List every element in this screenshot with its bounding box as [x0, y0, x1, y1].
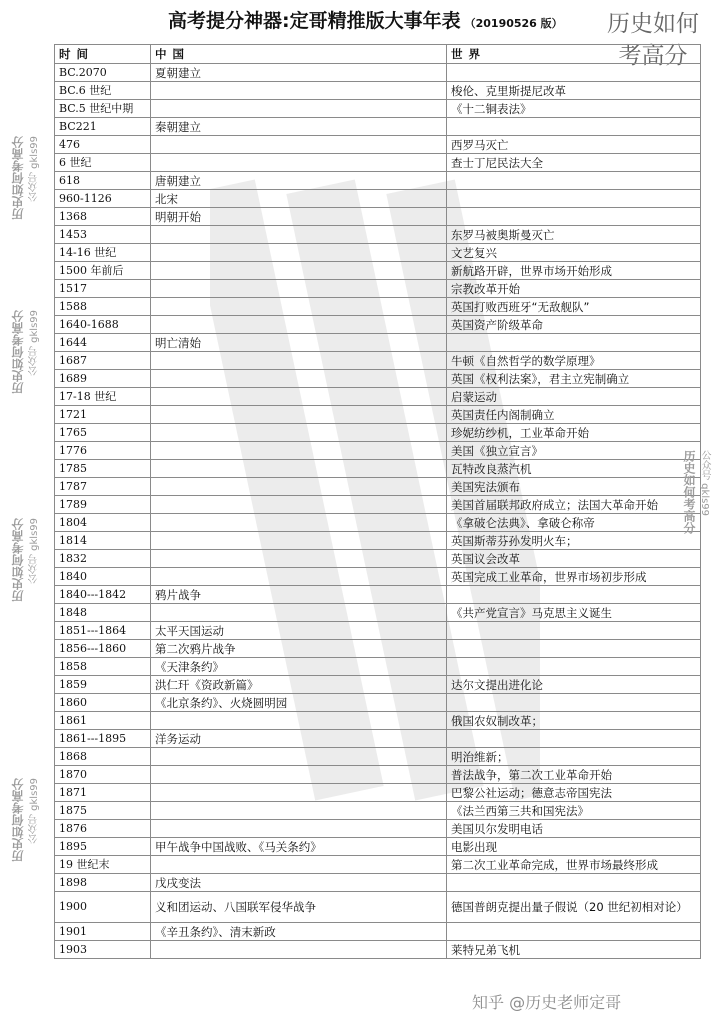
cell-world: 美国贝尔发明电话: [447, 820, 701, 838]
table-row: [55, 154, 701, 172]
cell-time: BC.6 世纪: [55, 82, 151, 100]
page-title-main: 高考提分神器:定哥精推版大事年表: [168, 10, 461, 32]
cell-china: 《北京条约》、火烧圆明园: [151, 694, 447, 712]
cell-china: [151, 388, 447, 406]
side-watermark: [676, 450, 716, 562]
table-row: [55, 766, 701, 784]
table-row: [55, 604, 701, 622]
table-row: [55, 820, 701, 838]
table-row: [55, 622, 701, 640]
cell-time: 1689: [55, 370, 151, 388]
cell-china: [151, 298, 447, 316]
table-row: [55, 748, 701, 766]
cell-china: [151, 712, 447, 730]
cell-time: 1840---1842: [55, 586, 151, 604]
table-row: [55, 208, 701, 226]
cell-world: 珍妮纺纱机，工业革命开始: [447, 424, 701, 442]
cell-china: [151, 442, 447, 460]
table-row: [55, 874, 701, 892]
cell-china: 第二次鸦片战争: [151, 640, 447, 658]
cell-time: 1804: [55, 514, 151, 532]
cell-time: 1900: [55, 892, 151, 923]
cell-china: 夏朝建立: [151, 64, 447, 82]
cell-world: 启蒙运动: [447, 388, 701, 406]
corner-watermark-line2: 考高分: [618, 43, 688, 69]
table-row: [55, 550, 701, 568]
cell-time: 1903: [55, 941, 151, 959]
cell-world: 东罗马被奥斯曼灭亡: [447, 226, 701, 244]
cell-china: [151, 941, 447, 959]
table-row: [55, 64, 701, 82]
footer-watermark: 知乎 @历史老师定哥: [472, 993, 622, 1012]
side-watermark-line1: 历史如何考高分: [682, 450, 696, 534]
cell-world: 达尔文提出进化论: [447, 676, 701, 694]
table-row: [55, 676, 701, 694]
side-watermark: [6, 518, 46, 630]
cell-time: BC.5 世纪中期: [55, 100, 151, 118]
cell-china: [151, 280, 447, 298]
cell-china: [151, 154, 447, 172]
cell-time: 1787: [55, 478, 151, 496]
cell-china: [151, 370, 447, 388]
cell-china: [151, 856, 447, 874]
cell-world: [447, 694, 701, 712]
cell-world: 莱特兄弟飞机: [447, 941, 701, 959]
cell-time: 1898: [55, 874, 151, 892]
cell-china: 太平天国运动: [151, 622, 447, 640]
cell-world: 查士丁尼民法大全: [447, 154, 701, 172]
cell-time: 6 世纪: [55, 154, 151, 172]
cell-world: 电影出现: [447, 838, 701, 856]
cell-china: 北宋: [151, 190, 447, 208]
side-watermark-line1: 历史如何考高分: [11, 310, 25, 394]
cell-time: 14-16 世纪: [55, 244, 151, 262]
header-world: 世 界: [447, 45, 701, 64]
cell-world: [447, 172, 701, 190]
side-watermark: [6, 136, 46, 248]
table-row: [55, 82, 701, 100]
cell-world: 美国首届联邦政府成立；法国大革命开始: [447, 496, 701, 514]
cell-time: 19 世纪末: [55, 856, 151, 874]
header-time: 时 间: [55, 45, 151, 64]
header-china: 中 国: [151, 45, 447, 64]
cell-world: 英国《权利法案》，君主立宪制确立: [447, 370, 701, 388]
table-row: [55, 730, 701, 748]
cell-china: [151, 532, 447, 550]
table-header-row: [55, 45, 701, 64]
cell-world: 牛顿《自然哲学的数学原理》: [447, 352, 701, 370]
corner-watermark-line1: 历史如何: [607, 11, 699, 37]
cell-world: 《法兰西第三共和国宪法》: [447, 802, 701, 820]
side-watermark-line2: 公众号 gkls99: [699, 450, 710, 517]
cell-time: 1517: [55, 280, 151, 298]
side-watermark-line2: 公众号 gkls99: [29, 778, 40, 845]
cell-world: 英国斯蒂芬孙发明火车；: [447, 532, 701, 550]
table-row: [55, 838, 701, 856]
table-row: [55, 892, 701, 923]
cell-china: [151, 424, 447, 442]
cell-world: [447, 334, 701, 352]
cell-world: [447, 64, 701, 82]
cell-world: 《拿破仑法典》、拿破仑称帝: [447, 514, 701, 532]
table-row: [55, 460, 701, 478]
table-row: [55, 712, 701, 730]
cell-china: [151, 478, 447, 496]
cell-china: 戊戌变法: [151, 874, 447, 892]
side-watermark-line2: 公众号 gkls99: [29, 310, 40, 377]
cell-world: 英国资产阶级革命: [447, 316, 701, 334]
cell-china: [151, 316, 447, 334]
cell-china: 洋务运动: [151, 730, 447, 748]
side-watermark-line2: 公众号 gkls99: [29, 136, 40, 203]
table-row: [55, 586, 701, 604]
cell-time: 1848: [55, 604, 151, 622]
cell-china: [151, 550, 447, 568]
table-row: [55, 478, 701, 496]
cell-time: 1856---1860: [55, 640, 151, 658]
table-row: [55, 352, 701, 370]
side-watermark-line1: 历史如何考高分: [11, 518, 25, 602]
cell-time: 1901: [55, 923, 151, 941]
table-row: [55, 784, 701, 802]
cell-china: 明亡清始: [151, 334, 447, 352]
cell-world: [447, 208, 701, 226]
table-row: [55, 923, 701, 941]
cell-world: 文艺复兴: [447, 244, 701, 262]
side-watermark-line1: 历史如何考高分: [11, 136, 25, 220]
cell-time: 1840: [55, 568, 151, 586]
chronology-table: [54, 44, 701, 959]
table-row: [55, 388, 701, 406]
cell-time: 1858: [55, 658, 151, 676]
table-row: [55, 941, 701, 959]
cell-time: 17-18 世纪: [55, 388, 151, 406]
side-watermark: [6, 778, 46, 890]
cell-time: 1814: [55, 532, 151, 550]
side-watermark-line2: 公众号 gkls99: [29, 518, 40, 585]
cell-time: 1453: [55, 226, 151, 244]
table-row: [55, 406, 701, 424]
cell-world: [447, 586, 701, 604]
cell-time: 1851---1864: [55, 622, 151, 640]
cell-china: 唐朝建立: [151, 172, 447, 190]
cell-china: 鸦片战争: [151, 586, 447, 604]
table-row: [55, 262, 701, 280]
cell-world: 普法战争，第二次工业革命开始: [447, 766, 701, 784]
cell-time: 476: [55, 136, 151, 154]
cell-china: [151, 568, 447, 586]
page-title: [168, 6, 563, 36]
cell-time: 1875: [55, 802, 151, 820]
table-row: [55, 658, 701, 676]
side-watermark-line1: 历史如何考高分: [11, 778, 25, 862]
cell-china: [151, 766, 447, 784]
cell-china: [151, 748, 447, 766]
cell-world: 西罗马灭亡: [447, 136, 701, 154]
cell-world: 美国宪法颁布: [447, 478, 701, 496]
cell-time: 1876: [55, 820, 151, 838]
cell-time: 1785: [55, 460, 151, 478]
table-row: [55, 226, 701, 244]
cell-china: [151, 82, 447, 100]
cell-world: 瓦特改良蒸汽机: [447, 460, 701, 478]
cell-time: 1500 年前后: [55, 262, 151, 280]
side-watermark: [6, 310, 46, 422]
cell-time: 618: [55, 172, 151, 190]
table-row: [55, 856, 701, 874]
cell-time: 1871: [55, 784, 151, 802]
table-row: [55, 514, 701, 532]
cell-time: 1861: [55, 712, 151, 730]
cell-world: 英国完成工业革命，世界市场初步形成: [447, 568, 701, 586]
cell-world: 英国打败西班牙“无敌舰队”: [447, 298, 701, 316]
cell-world: 新航路开辟，世界市场开始形成: [447, 262, 701, 280]
table-row: [55, 190, 701, 208]
cell-time: 1640-1688: [55, 316, 151, 334]
cell-time: 1870: [55, 766, 151, 784]
table-row: [55, 280, 701, 298]
cell-time: BC.2070: [55, 64, 151, 82]
cell-china: [151, 100, 447, 118]
table-row: [55, 136, 701, 154]
cell-china: 《天津条约》: [151, 658, 447, 676]
cell-china: 秦朝建立: [151, 118, 447, 136]
table-row: [55, 244, 701, 262]
table-row: [55, 442, 701, 460]
cell-world: [447, 874, 701, 892]
table-row: [55, 532, 701, 550]
cell-china: [151, 802, 447, 820]
cell-china: [151, 244, 447, 262]
cell-time: 1789: [55, 496, 151, 514]
cell-time: 1860: [55, 694, 151, 712]
table-row: [55, 496, 701, 514]
cell-world: [447, 730, 701, 748]
cell-world: 巴黎公社运动；德意志帝国宪法: [447, 784, 701, 802]
cell-world: [447, 622, 701, 640]
cell-time: 1868: [55, 748, 151, 766]
cell-world: 梭伦、克里斯提尼改革: [447, 82, 701, 100]
cell-world: [447, 118, 701, 136]
cell-china: 《辛丑条约》、清末新政: [151, 923, 447, 941]
table-row: [55, 640, 701, 658]
cell-time: 1687: [55, 352, 151, 370]
cell-world: 宗教改革开始: [447, 280, 701, 298]
cell-time: 1861---1895: [55, 730, 151, 748]
cell-time: 1776: [55, 442, 151, 460]
table-row: [55, 118, 701, 136]
cell-time: 1832: [55, 550, 151, 568]
cell-time: 1895: [55, 838, 151, 856]
table-row: [55, 298, 701, 316]
cell-world: [447, 658, 701, 676]
cell-world: 德国普朗克提出量子假说（20 世纪初相对论）: [447, 892, 701, 923]
cell-world: 英国责任内阁制确立: [447, 406, 701, 424]
cell-world: [447, 923, 701, 941]
cell-time: 1368: [55, 208, 151, 226]
cell-time: 1765: [55, 424, 151, 442]
cell-china: [151, 262, 447, 280]
table-row: [55, 334, 701, 352]
table-row: [55, 694, 701, 712]
table-row: [55, 100, 701, 118]
cell-china: [151, 406, 447, 424]
cell-china: 明朝开始: [151, 208, 447, 226]
table-row: [55, 172, 701, 190]
cell-time: 1721: [55, 406, 151, 424]
cell-china: [151, 820, 447, 838]
table-row: [55, 802, 701, 820]
table-row: [55, 370, 701, 388]
cell-world: 第二次工业革命完成，世界市场最终形成: [447, 856, 701, 874]
cell-time: 960-1126: [55, 190, 151, 208]
cell-time: 1588: [55, 298, 151, 316]
cell-time: 1644: [55, 334, 151, 352]
cell-china: [151, 460, 447, 478]
cell-world: 英国议会改革: [447, 550, 701, 568]
cell-china: [151, 226, 447, 244]
page-title-version: （20190526 版）: [464, 17, 563, 30]
cell-china: [151, 352, 447, 370]
cell-china: [151, 496, 447, 514]
cell-world: 明治维新；: [447, 748, 701, 766]
cell-time: 1859: [55, 676, 151, 694]
cell-china: 洪仁玕《资政新篇》: [151, 676, 447, 694]
cell-china: 义和团运动、八国联军侵华战争: [151, 892, 447, 923]
cell-world: 《十二铜表法》: [447, 100, 701, 118]
cell-world: [447, 640, 701, 658]
table-row: [55, 316, 701, 334]
cell-world: 俄国农奴制改革；: [447, 712, 701, 730]
cell-china: [151, 514, 447, 532]
cell-china: [151, 136, 447, 154]
cell-world: [447, 190, 701, 208]
cell-china: [151, 784, 447, 802]
table-row: [55, 424, 701, 442]
table-row: [55, 568, 701, 586]
cell-world: 《共产党宣言》马克思主义诞生: [447, 604, 701, 622]
cell-china: [151, 604, 447, 622]
cell-world: 美国《独立宣言》: [447, 442, 701, 460]
cell-time: BC221: [55, 118, 151, 136]
cell-china: 甲午战争中国战败、《马关条约》: [151, 838, 447, 856]
